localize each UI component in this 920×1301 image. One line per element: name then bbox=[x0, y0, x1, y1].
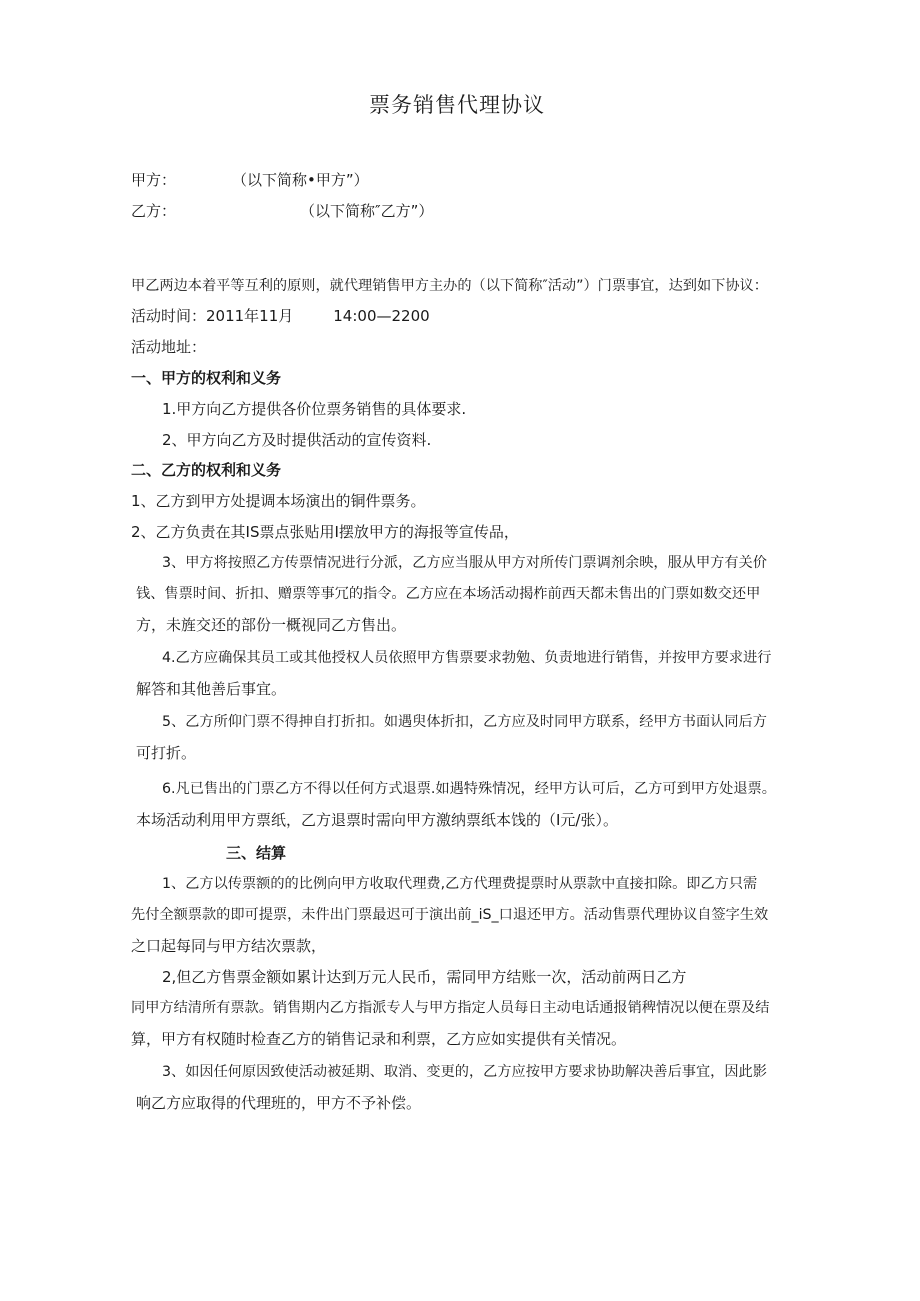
party-a-label: 甲方： bbox=[131, 171, 177, 189]
section1-heading: 一、甲方的权利和义务 bbox=[131, 369, 282, 387]
section3-item2-line: 算，甲方有权随时检查乙方的销售记录和利票，乙方应如实提供有关情况。 bbox=[131, 1030, 627, 1048]
section3-item1-line: 1、乙方以传票额的的比例向甲方收取代理费,乙方代理费提票时从票款中直接扣除。即乙方只需 bbox=[162, 876, 758, 892]
party-b-note: （以下简称″乙方”） bbox=[300, 202, 434, 220]
section3-heading: 三、结算 bbox=[226, 844, 287, 862]
section1-item: 1.甲方向乙方提供各价位票务销售的具体要求. bbox=[162, 400, 467, 418]
section2-item3-line: 3、甲方将按照乙方传票情况进行分派，乙方应当服从甲方对所传门票调剂余映，服从甲方有关价 bbox=[162, 555, 767, 571]
section1-item: 2、甲方向乙方及时提供活动的宣传资料. bbox=[162, 431, 432, 449]
event-address: 活动地址： bbox=[131, 338, 207, 356]
party-a-line bbox=[131, 170, 369, 190]
event-time-line bbox=[131, 306, 430, 326]
section2-item4-line: 解答和其他善后事宜。 bbox=[136, 680, 287, 698]
section2-item1: 1、乙方到甲方处提调本场演出的铜件票务。 bbox=[131, 492, 426, 510]
section2-item2: 2、乙方负责在其IS票点张贴用I摆放甲方的海报等宣传品， bbox=[131, 523, 519, 541]
section3-item3-line: 响乙方应取得的代理班的，甲方不予补偿。 bbox=[136, 1094, 422, 1112]
section2-item3-line: 钱、售票时间、折扣、赠票等事冗的指令。乙方应在本场活动揭柞前西天都未售出的门票如数交还甲 bbox=[136, 586, 761, 602]
party-b-label: 乙方： bbox=[131, 202, 177, 220]
section2-item6-line: 6.凡已售出的门票乙方不得以任何方式退票.如遇特殊情况，经甲方认可后，乙方可到甲方处退票。 bbox=[162, 781, 776, 797]
section2-item6-line: 本场活动利用甲方票纸，乙方退票时需向甲方激纳票纸本饯的（I元/张）。 bbox=[136, 811, 618, 829]
section2-item3-line: 方，未旌交还的部份一概视同乙方售出。 bbox=[136, 616, 407, 634]
section3-item2-line: 2,但乙方售票金额如累计达到万元人民币，需同甲方结账一次，活动前两日乙方 bbox=[162, 968, 687, 986]
section3-item1-line: 之口起每同与甲方结次票款， bbox=[131, 937, 327, 955]
party-a-note: （以下简称•甲方”） bbox=[232, 171, 369, 189]
section3-item3-line: 3、如因任何原因致使活动被延期、取消、变更的，乙方应按甲方要求协助解决善后事宜，因此影 bbox=[162, 1064, 767, 1080]
event-time-value: 14:00—2200 bbox=[333, 307, 430, 325]
page-title: 票务销售代理协议 bbox=[369, 93, 545, 117]
section3-item2-line: 同甲方结清所有票款。销售期内乙方指派专人与甲方指定人员每日主动电话通报销稗情况以便在票及结 bbox=[131, 1000, 770, 1016]
intro-paragraph: 甲乙两边本着平等互利的原则，就代理销售甲方主办的（以下简称″活动”）门票事宜，达到如下协议： bbox=[131, 278, 768, 294]
section2-item4-line: 4.乙方应确保其员工或其他授权人员依照甲方售票要求勃勉、负责地进行销售，并按甲方要求进行 bbox=[162, 650, 772, 666]
section2-item5-line: 可打折。 bbox=[136, 744, 197, 762]
section2-heading: 二、乙方的权利和义务 bbox=[131, 461, 282, 479]
party-b-line bbox=[131, 201, 433, 221]
event-time-label: 活动时间：2011年11月 bbox=[131, 307, 294, 325]
section3-item1-line: 先付全额票款的即可提票，未件出门票最迟可于演出前_iS_口退还甲方。活动售票代理协议自签字生效 bbox=[131, 907, 769, 923]
section2-item5-line: 5、乙方所仰门票不得抻自打折扣。如遇臾体折扣，乙方应及时同甲方联系，经甲方书面认同后方 bbox=[162, 714, 767, 730]
